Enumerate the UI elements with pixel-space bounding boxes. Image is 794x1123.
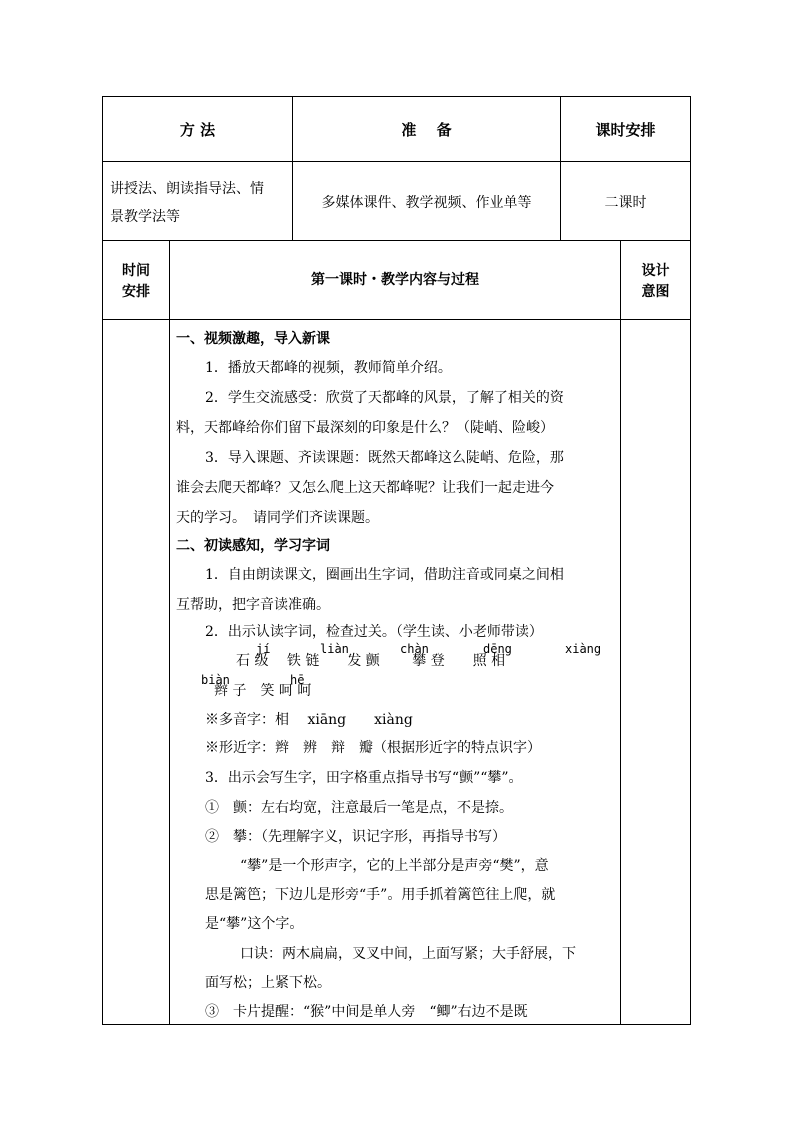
pinyin-lian: liàn (320, 642, 349, 656)
char-note-3: ③ 卡片提醒：“猴”中间是单人旁 “鲫”右边不是既 (205, 1004, 528, 1020)
paragraph-5: 2．出示认读字词，检查过关。（学生读、小老师带读） (205, 624, 543, 640)
schedule-text: 二课时 (604, 195, 647, 211)
paragraph-7b: 思是篱笆；下边儿是形旁“手”。用手抓着篱笆往上爬，就 (205, 887, 556, 903)
col-divider-d (620, 240, 621, 1025)
paragraph-1: 1．播放天都峰的视频，教师简单介绍。 (205, 360, 452, 376)
pinyin-xiang: xiàng (565, 642, 602, 656)
row-divider-1 (102, 161, 691, 162)
section-2-title: 二、初读感知，学习字词 (176, 538, 330, 554)
paragraph-3c: 天的学习。 请同学们齐读课题。 (176, 510, 379, 526)
method-text-line1: 讲授法、朗读指导法、情 (110, 181, 264, 197)
paragraph-2b: 料，天都峰给你们留下最深刻的印象是什么？（陡峭、险峻） (176, 420, 554, 436)
pinyin-he: hē (290, 673, 305, 687)
paragraph-7a: “攀”是一个形声字，它的上半部分是声旁“樊”，意 (240, 858, 549, 874)
design-header-line2: 意图 (641, 284, 670, 300)
col-divider-b (560, 96, 561, 240)
pinyin-deng: dēng (483, 642, 512, 656)
words-row-2: 辫 子 笑 呵 呵 (214, 683, 312, 699)
header-preparation: 准 备 (401, 121, 452, 139)
pinyin-ji: jí (256, 642, 271, 656)
paragraph-3b: 谁会去爬天都峰？又怎么爬上这天都峰呢？让我们一起走进今 (176, 480, 554, 496)
section-1-title: 一、视频激趣，导入新课 (176, 331, 330, 347)
paragraph-4b: 互帮助，把字音读准确。 (176, 597, 330, 613)
time-header-line1: 时间 (122, 263, 150, 279)
row-divider-2 (102, 240, 691, 241)
paragraph-4a: 1．自由朗读课文，圈画出生字词，借助注音或同桌之间相 (205, 567, 564, 583)
lesson-title: 第一课时・教学内容与过程 (311, 272, 479, 288)
paragraph-6: 3．出示会写生字，田字格重点指导书写“颤”“攀”。 (205, 770, 523, 786)
header-method: 方 法 (179, 121, 216, 139)
row-divider-3 (102, 319, 691, 320)
char-note-2: ② 攀：（先理解字义，识记字形，再指导书写） (205, 829, 506, 845)
header-schedule: 课时安排 (595, 121, 656, 139)
words-row-1: 石 级 铁 链 发 颤 攀 登 照 相 (236, 653, 506, 669)
method-text-line2: 景教学法等 (110, 209, 180, 225)
similar-char-note: ※形近字：辫 辨 辩 瓣（根据形近字的特点识字） (205, 740, 541, 756)
paragraph-7c: 是“攀”这个字。 (205, 916, 304, 932)
time-header-line2: 安排 (122, 284, 150, 300)
paragraph-3a: 3．导入课题、齐读课题：既然天都峰这么陡峭、危险，那 (205, 450, 564, 466)
design-header-line1: 设计 (641, 263, 670, 279)
paragraph-8a: 口诀：两木扁扁，叉叉中间，上面写紧；大手舒展，下 (240, 946, 576, 962)
pinyin-chan: chàn (400, 642, 429, 656)
col-divider-c (169, 240, 170, 1025)
paragraph-8b: 面写松；上紧下松。 (205, 975, 331, 991)
polyphone-note: ※多音字：相 xiāng xiàng (205, 712, 413, 728)
char-note-1: ① 颤：左右均宽，注意最后一笔是点，不是捺。 (205, 800, 513, 816)
preparation-text: 多媒体课件、教学视频、作业单等 (321, 195, 532, 211)
pinyin-bian: biàn (201, 673, 230, 687)
col-divider-a (292, 96, 293, 240)
paragraph-2a: 2．学生交流感受：欣赏了天都峰的风景，了解了相关的资 (205, 390, 564, 406)
